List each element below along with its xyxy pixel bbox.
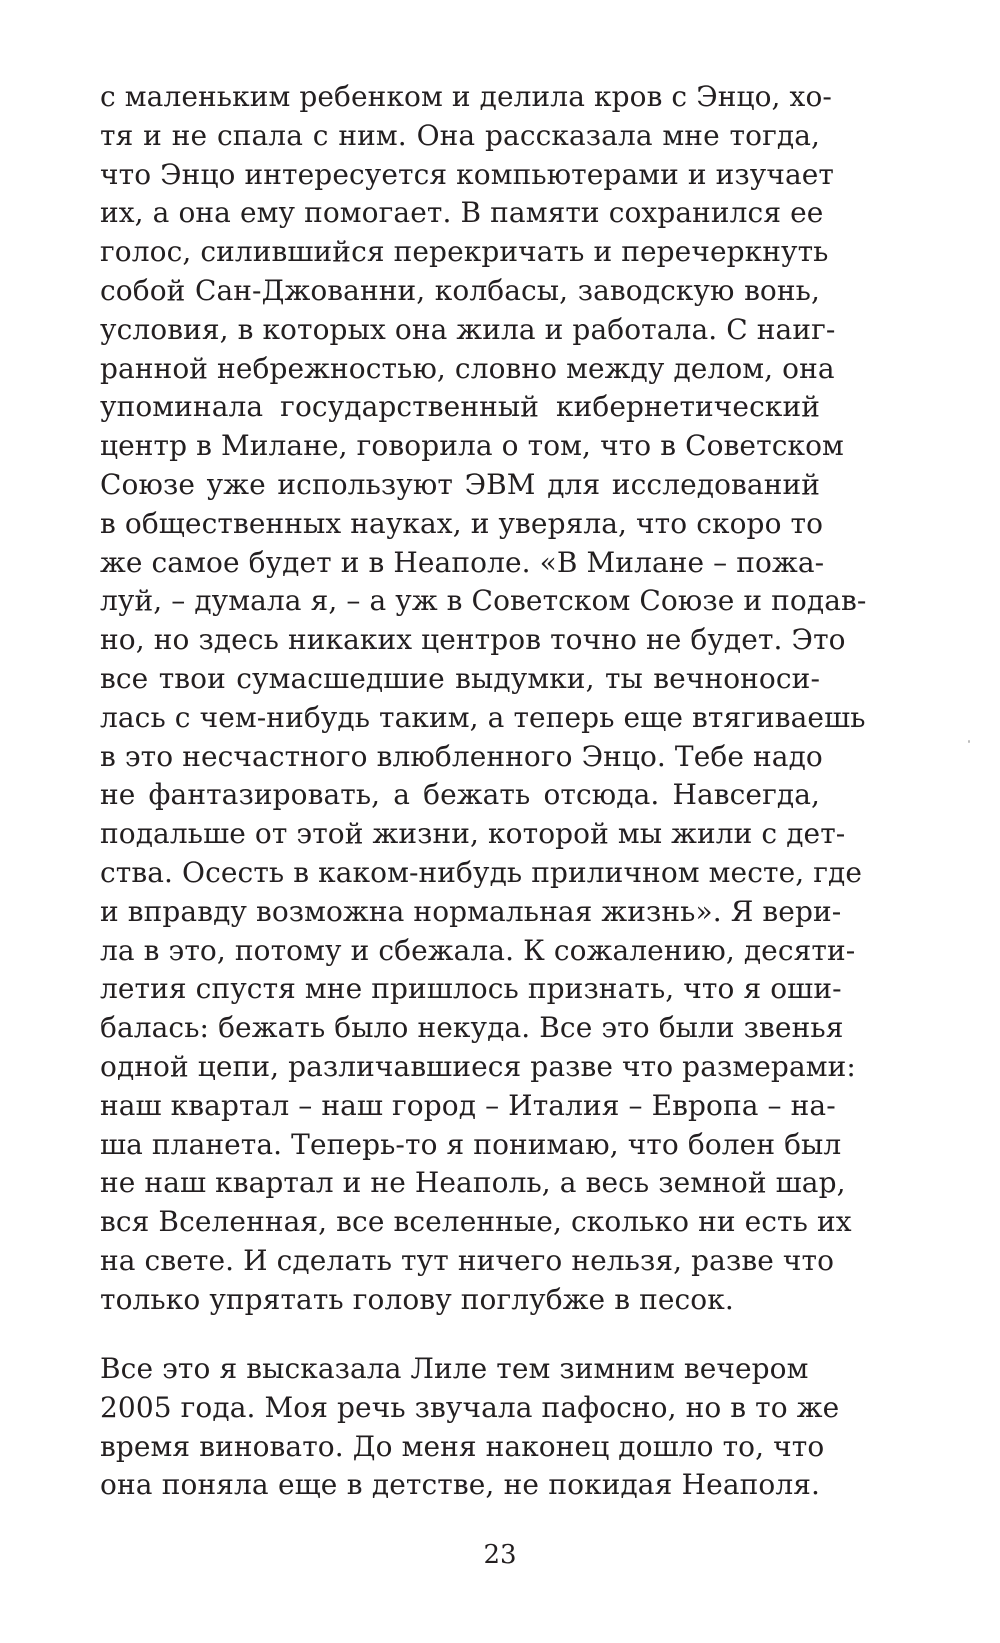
text-line: на свете. И сделать тут ничего нельзя, разве что bbox=[100, 1243, 835, 1277]
text-line: не фантазировать, а бежать отсюда. Навсегда, bbox=[100, 778, 820, 812]
text-line: центр в Милане, говорила о том, что в Советском bbox=[100, 429, 844, 463]
text-line: голос, силившийся перекричать и перечеркнуть bbox=[100, 235, 829, 269]
text-line: тя и не спала с ним. Она рассказала мне тогда, bbox=[100, 118, 820, 152]
text-line: балась: бежать было некуда. Все это были звенья bbox=[100, 1011, 844, 1045]
text-line: что Энцо интересуется компьютерами и изучает bbox=[100, 157, 835, 191]
text-line: 2005 года. Моя речь звучала пафосно, но в то же bbox=[100, 1390, 840, 1424]
text-line: одной цепи, различавшиеся разве что размерами: bbox=[100, 1049, 856, 1083]
text-line: подальше от этой жизни, которой мы жили с дет- bbox=[100, 817, 846, 851]
paragraph-2 bbox=[100, 1350, 840, 1505]
text-line: упоминала государственный кибернетический bbox=[100, 390, 820, 424]
text-line: их, а она ему помогает. В памяти сохранился ее bbox=[100, 196, 824, 230]
paper-speck bbox=[968, 740, 970, 743]
text-line: ша планета. Теперь-то я понимаю, что болен был bbox=[100, 1127, 842, 1161]
text-line: она поняла еще в детстве, не покидая Неаполя. bbox=[100, 1468, 820, 1502]
text-line: Все это я высказала Лиле тем зимним вечером bbox=[100, 1352, 809, 1385]
text-line: же самое будет и в Неаполе. «В Милане – пожа- bbox=[100, 545, 825, 579]
text-line: Союзе уже используют ЭВМ для исследований bbox=[100, 467, 820, 501]
text-line: собой Сан-Джованни, колбасы, заводскую вонь, bbox=[100, 273, 820, 307]
text-line: но, но здесь никаких центров точно не будет. Это bbox=[100, 623, 846, 657]
text-line: ства. Осесть в каком-нибудь приличном месте, где bbox=[100, 855, 863, 889]
text-line: с маленьким ребенком и делила кров с Энцо, хо- bbox=[100, 80, 832, 113]
page-number: 23 bbox=[483, 1540, 517, 1570]
text-line: время виновато. До меня наконец дошло то, что bbox=[100, 1429, 825, 1463]
text-line: условия, в которых она жила и работала. С наиг- bbox=[100, 312, 836, 346]
text-line: летия спустя мне пришлось признать, что я оши- bbox=[100, 972, 842, 1006]
paragraph-1 bbox=[100, 78, 867, 1320]
text-line: луй, – думала я, – а уж в Советском Союзе и подав- bbox=[100, 584, 867, 618]
text-line: и вправду возможна нормальная жизнь». Я вери- bbox=[100, 894, 842, 928]
text-line: ла в это, потому и сбежала. К сожалению, десяти- bbox=[100, 933, 856, 967]
text-line: в общественных науках, и уверяла, что скоро то bbox=[100, 506, 824, 540]
text-line: ранной небрежностью, словно между делом, она bbox=[100, 351, 835, 385]
text-line: в это несчастного влюбленного Энцо. Тебе надо bbox=[100, 739, 823, 773]
text-line: только упрятать голову поглубже в песок. bbox=[100, 1282, 734, 1316]
text-line: не наш квартал и не Неаполь, а весь земной шар, bbox=[100, 1166, 846, 1200]
text-line: лась с чем-нибудь таким, а теперь еще втягиваешь bbox=[100, 700, 866, 734]
text-line: вся Вселенная, все вселенные, сколько ни есть их bbox=[100, 1205, 852, 1239]
text-line: наш квартал – наш город – Италия – Европа – на- bbox=[100, 1088, 836, 1122]
text-line: все твои сумасшедшие выдумки, ты вечноноси- bbox=[100, 661, 820, 695]
